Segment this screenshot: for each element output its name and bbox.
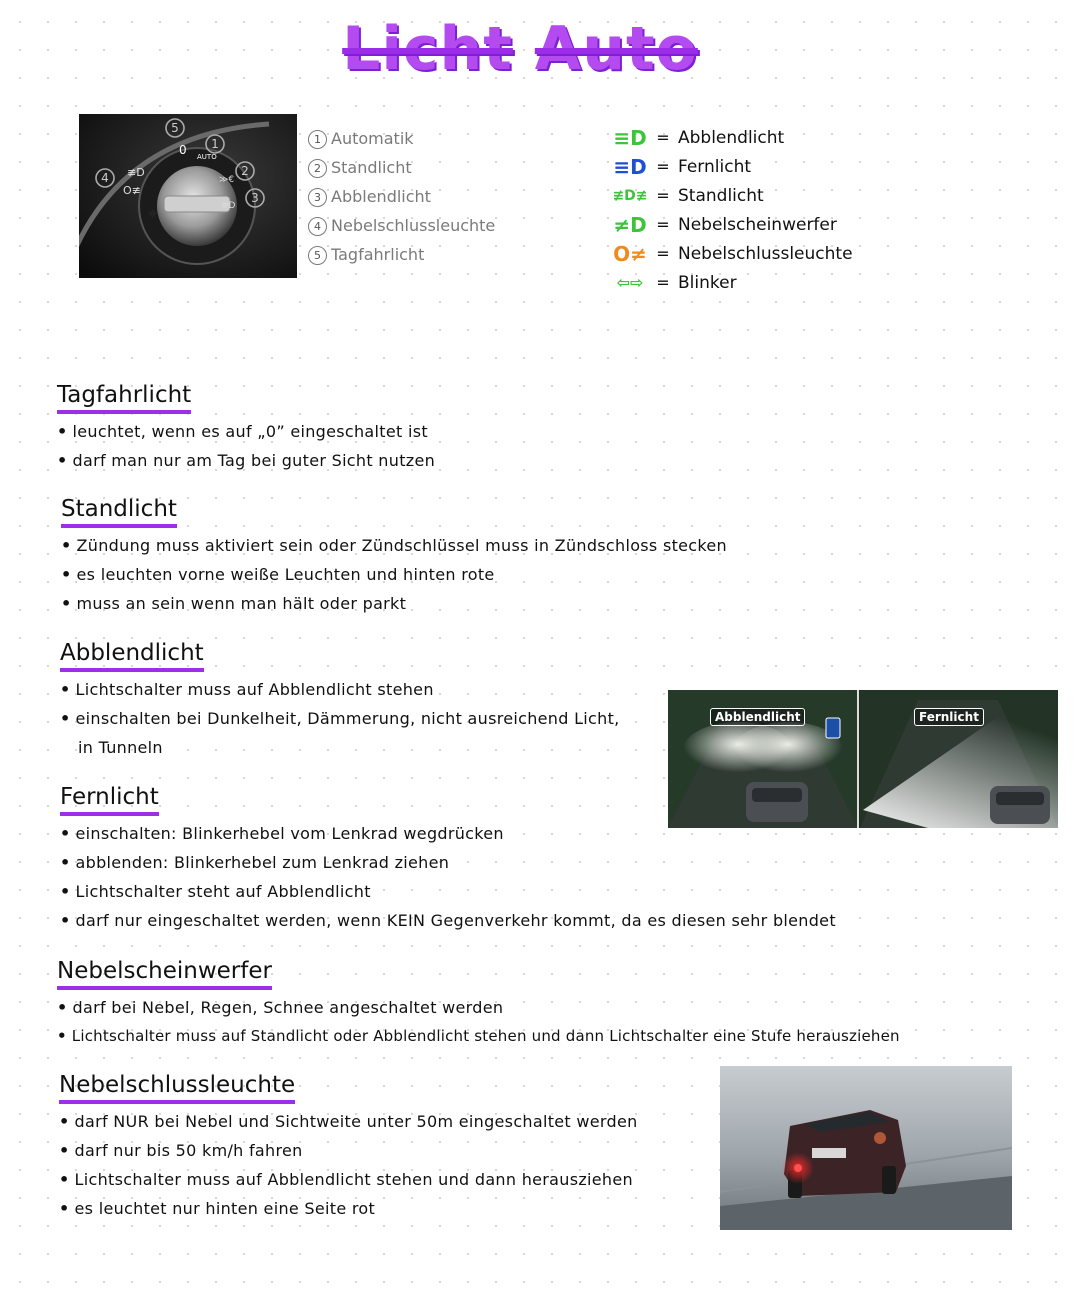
section-heading: Abblendlicht	[60, 639, 204, 672]
list-item: • es leuchten vorne weiße Leuchten und hinten rote	[61, 560, 727, 589]
switch-zero-label	[179, 143, 187, 157]
list-item: • es leuchtet nur hinten eine Seite rot	[59, 1194, 638, 1223]
turn-signal-icon: ⇦⇨	[616, 273, 644, 292]
list-item: • Lichtschalter muss auf Abblendlicht stehen	[60, 675, 620, 704]
switch-lowbeam-icon: ≡D	[221, 201, 236, 211]
rear-fog-light-icon: O≠	[613, 241, 647, 266]
fog-car-photo	[720, 1066, 1012, 1230]
page-title	[340, 14, 700, 84]
list-item: • darf bei Nebel, Regen, Schnee angeschaltet werden	[57, 993, 900, 1022]
switch-num-1: 1	[211, 137, 219, 151]
list-item: • leuchtet, wenn es auf „0” eingeschaltet ist	[57, 417, 435, 446]
title-word-licht: Licht	[342, 14, 513, 84]
legend-item: 1 Automatik	[308, 124, 495, 153]
switch-num-2: 2	[241, 164, 249, 178]
beam-caption-high: Fernlicht	[914, 708, 984, 726]
front-fog-light-icon: ≠D	[613, 212, 647, 237]
section-nebelscheinwerfer	[57, 957, 900, 1051]
list-item-continuation: in Tunneln	[78, 738, 163, 757]
legend-item: 3 Abblendlicht	[308, 182, 495, 211]
switch-legend	[308, 124, 495, 269]
section-heading: Fernlicht	[60, 783, 159, 816]
list-item: • Lichtschalter steht auf Abblendlicht	[60, 877, 836, 906]
parking-light-icon: ≢D≢	[612, 187, 648, 204]
list-item: • darf NUR bei Nebel und Sichtweite unter 50m eingeschaltet werden	[59, 1107, 638, 1136]
list-item: • muss an sein wenn man hält oder parkt	[61, 589, 727, 618]
list-item: • einschalten bei Dunkelheit, Dämmerung, nicht ausreichend Licht,	[60, 704, 620, 733]
list-item: • darf nur eingeschaltet werden, wenn KEIN Gegenverkehr kommt, da es diesen sehr blendet	[60, 906, 836, 935]
switch-num-4: 4	[101, 171, 109, 185]
section-abblendlicht	[60, 639, 620, 762]
switch-num-5: 5	[171, 121, 179, 135]
low-beam-icon: ≡D	[613, 125, 647, 150]
list-item: • Lichtschalter muss auf Abblendlicht stehen und dann herausziehen	[59, 1165, 638, 1194]
symbol-row: ≡D = Fernlicht	[608, 152, 853, 181]
list-item: • Zündung muss aktiviert sein oder Zündschlüssel muss in Zündschloss stecken	[61, 531, 727, 560]
list-item: • darf nur bis 50 km/h fahren	[59, 1136, 638, 1165]
list-item: • Lichtschalter muss auf Standlicht oder Abblendlicht stehen und dann Lichtschalter eine Stufe herausziehen	[57, 1022, 900, 1051]
title-word-auto: Auto	[534, 14, 698, 84]
section-heading: Nebelschlussleuchte	[59, 1071, 295, 1104]
symbol-row: O≠ = Nebelschlussleuchte	[608, 239, 853, 268]
section-nebelschlussleuchte	[59, 1071, 638, 1223]
svg-text:0: 0	[179, 143, 187, 157]
high-beam-icon: ≡D	[613, 154, 647, 179]
section-fernlicht	[60, 783, 836, 935]
svg-text:AUTO: AUTO	[197, 153, 217, 161]
switch-num-3: 3	[251, 191, 259, 205]
switch-fog-rear-icon: O≢	[123, 184, 141, 197]
list-item: • abblenden: Blinkerhebel zum Lenkrad ziehen	[60, 848, 836, 877]
switch-auto-label	[197, 153, 217, 161]
beam-caption-low: Abblendlicht	[710, 708, 805, 726]
symbol-row: ≢D≢ = Standlicht	[608, 181, 853, 210]
list-item: • einschalten: Blinkerhebel vom Lenkrad wegdrücken	[60, 819, 836, 848]
symbol-legend	[608, 123, 853, 297]
symbol-row: ≡D = Abblendlicht	[608, 123, 853, 152]
legend-item: 2 Standlicht	[308, 153, 495, 182]
section-standlicht	[61, 495, 727, 618]
section-heading: Tagfahrlicht	[57, 381, 191, 414]
symbol-row: ⇦⇨ = Blinker	[608, 268, 853, 297]
section-heading: Standlicht	[61, 495, 177, 528]
switch-fog-front-icon: ≢D	[127, 166, 145, 179]
symbol-row: ≠D = Nebelscheinwerfer	[608, 210, 853, 239]
legend-item: 4 Nebelschlussleuchte	[308, 211, 495, 240]
switch-parking-icon: ≫€	[219, 175, 235, 185]
switch-sun-icon: ☼	[147, 207, 158, 221]
list-item: • darf man nur am Tag bei guter Sicht nutzen	[57, 446, 435, 475]
legend-item: 5 Tagfahrlicht	[308, 240, 495, 269]
section-tagfahrlicht	[57, 381, 435, 475]
section-heading: Nebelscheinwerfer	[57, 957, 272, 990]
light-switch-photo	[79, 114, 297, 278]
